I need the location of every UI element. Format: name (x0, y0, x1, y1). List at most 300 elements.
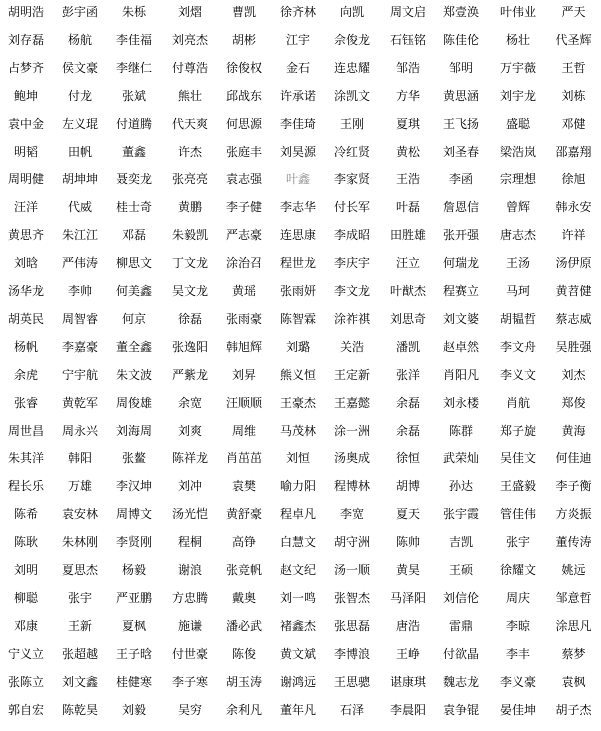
name-cell: 袁中金 (7, 116, 44, 131)
name-cell: 李成昭 (333, 228, 370, 243)
name-cell: 马茂林 (279, 423, 316, 438)
name-cell: 黄昊 (395, 563, 420, 577)
name-cell: 张开强 (442, 228, 479, 243)
name-cell: 张雨豪 (225, 311, 262, 326)
name-cell: 邹浩 (395, 60, 420, 75)
name-cell: 刘冲 (177, 479, 202, 494)
name-cell: 肖茁茁 (225, 451, 262, 466)
name-cell: 陈俊 (231, 646, 256, 661)
name-cell: 江宇 (285, 32, 310, 47)
name-cell: 唐浩 (395, 618, 420, 633)
name-row (0, 27, 601, 53)
name-cell: 袁枫 (561, 674, 586, 689)
name-cell: 方炎振 (555, 507, 592, 522)
name-row (0, 139, 601, 165)
name-cell: 付世豪 (171, 646, 208, 661)
name-cell: 夏枫 (121, 618, 146, 633)
name-cell: 陈耿 (13, 535, 38, 550)
name-cell: 徐恒 (395, 451, 420, 466)
name-cell: 杨毅 (121, 563, 146, 577)
name-cell: 徐旭 (561, 172, 586, 187)
name-cell: 李宽 (339, 507, 364, 522)
name-cell: 张庭丰 (225, 144, 262, 159)
name-cell: 董传涛 (555, 535, 592, 550)
name-cell: 袁安林 (61, 507, 98, 522)
name-cell: 何瑞龙 (442, 256, 479, 271)
name-cell: 向凯 (339, 5, 364, 19)
name-cell: 张洋 (395, 367, 420, 382)
name-cell: 李晨阳 (389, 702, 426, 717)
name-cell: 刘圣春 (442, 144, 479, 159)
name-cell: 刘晗 (13, 256, 38, 271)
name-cell: 吉凯 (448, 535, 473, 550)
name-row (0, 585, 601, 611)
name-cell: 左义琨 (61, 116, 98, 131)
name-cell: 白慧文 (279, 535, 316, 550)
name-cell: 韩永安 (555, 200, 592, 215)
name-cell: 程桐 (177, 535, 202, 550)
name-row (0, 557, 601, 583)
name-cell: 涂凯文 (333, 88, 370, 103)
name-cell: 涂一洲 (333, 423, 370, 438)
name-cell: 黄文斌 (279, 646, 316, 661)
name-cell: 李佳福 (115, 32, 152, 47)
name-cell: 王豪杰 (279, 395, 316, 410)
name-cell: 张雨妍 (279, 284, 316, 298)
name-cell: 付长军 (333, 200, 370, 215)
name-cell: 王子晗 (115, 646, 152, 661)
name-cell: 付尊浩 (171, 60, 208, 75)
name-cell: 黄松 (395, 144, 420, 159)
name-cell: 程博林 (333, 479, 370, 494)
name-cell: 黄舒豪 (225, 507, 262, 522)
name-cell: 朱毅凯 (171, 228, 208, 243)
name-cell: 唐志杰 (499, 228, 536, 243)
name-cell: 柳聪 (13, 590, 38, 605)
name-cell: 周庆 (505, 590, 530, 605)
name-cell: 韩阳 (67, 451, 92, 466)
name-cell: 方忠腾 (171, 590, 208, 605)
name-cell: 宗理想 (499, 172, 536, 187)
name-cell: 刘信伦 (442, 590, 479, 605)
name-cell: 黄鹏 (177, 200, 202, 215)
name-cell: 汤光恺 (171, 507, 208, 522)
name-cell: 田胜雄 (389, 228, 426, 243)
name-cell: 何美鑫 (115, 284, 152, 298)
name-cell: 黄苕健 (555, 284, 592, 298)
name-cell: 李嘉豪 (61, 339, 98, 354)
name-cell: 邓健 (561, 116, 586, 131)
name-cell: 周永兴 (61, 423, 98, 438)
name-cell: 詹恩信 (442, 200, 479, 215)
name-row (0, 306, 601, 332)
name-row (0, 529, 601, 555)
name-cell: 占梦齐 (7, 60, 44, 75)
name-cell: 周智睿 (61, 311, 98, 326)
name-cell: 周博文 (115, 507, 152, 522)
name-cell: 连思康 (279, 228, 316, 243)
name-row (0, 418, 601, 444)
name-cell: 谢鸿远 (279, 674, 316, 689)
name-cell: 李函 (448, 172, 473, 187)
name-cell: 张逸阳 (171, 339, 208, 354)
name-cell: 汤伊原 (555, 256, 592, 271)
name-cell: 方华 (395, 88, 420, 103)
name-cell: 李文舟 (499, 339, 536, 354)
name-cell: 杨帆 (13, 339, 38, 354)
name-cell: 陈希 (13, 507, 38, 522)
name-cell: 程世龙 (279, 256, 316, 271)
name-cell: 胡玉涛 (225, 674, 262, 689)
name-cell: 张睿 (13, 395, 38, 410)
name-cell: 刘文婆 (442, 311, 479, 326)
name-cell: 姚远 (561, 563, 586, 577)
name-cell: 梁浩岚 (499, 144, 536, 159)
name-cell: 付欲晶 (442, 646, 479, 661)
name-cell: 余虎 (13, 367, 38, 382)
name-cell: 严志豪 (225, 228, 262, 243)
name-cell: 严天 (561, 5, 586, 19)
name-cell: 胡彬 (231, 32, 256, 47)
name-cell: 黄瑶 (231, 284, 256, 298)
name-row (0, 55, 601, 81)
name-cell: 叶磊 (395, 200, 420, 215)
name-cell: 刘宇龙 (499, 88, 536, 103)
name-cell: 肖阳凡 (442, 367, 479, 382)
name-cell: 宁义立 (7, 646, 44, 661)
name-row (0, 111, 601, 137)
name-cell: 张宇 (505, 535, 530, 550)
name-cell: 陈佳伦 (442, 32, 479, 47)
name-cell: 张竞帆 (225, 563, 262, 577)
name-cell: 刘栋 (561, 88, 586, 103)
name-cell: 胡明浩 (7, 5, 44, 19)
name-cell: 刘亮杰 (171, 32, 208, 47)
name-cell: 陈智霖 (279, 311, 316, 326)
name-cell: 董全鑫 (115, 339, 152, 354)
name-cell: 彭宇函 (61, 5, 98, 19)
name-cell: 邹意哲 (555, 590, 592, 605)
name-cell: 李继仁 (115, 60, 152, 75)
name-cell: 胡博 (395, 479, 420, 494)
name-cell: 代圣辉 (555, 32, 592, 47)
name-cell: 周维 (231, 423, 256, 438)
name-cell: 余利凡 (225, 702, 262, 717)
name-cell: 代天爽 (171, 116, 208, 131)
name-cell: 王浩 (395, 172, 420, 187)
name-cell: 余磊 (395, 395, 420, 410)
name-cell: 李家贤 (333, 172, 370, 187)
name-cell: 涂治召 (225, 256, 262, 271)
name-cell: 朱江江 (61, 228, 98, 243)
name-cell: 陈群 (448, 423, 473, 438)
name-row (0, 697, 601, 723)
name-cell: 王定新 (333, 367, 370, 382)
name-cell: 张亮亮 (171, 172, 208, 187)
name-cell: 谌康琪 (389, 674, 426, 689)
name-cell: 邹明 (448, 60, 473, 75)
name-cell: 张陈立 (7, 674, 44, 689)
name-cell: 余磊 (395, 423, 420, 438)
name-cell: 胡子杰 (555, 702, 592, 717)
name-cell: 张宇 (67, 590, 92, 605)
name-row (0, 613, 601, 639)
name-cell: 邱战东 (225, 88, 262, 103)
name-cell: 万雄 (67, 479, 92, 494)
name-cell: 褚鑫杰 (279, 618, 316, 633)
name-cell: 叶猷杰 (389, 284, 426, 298)
name-cell: 涂思凡 (555, 618, 592, 633)
name-cell: 管佳伟 (499, 507, 536, 522)
name-cell: 汪立 (395, 256, 420, 271)
name-cell: 涂祚祺 (333, 311, 370, 326)
name-cell: 周文启 (389, 5, 426, 19)
name-cell: 李义豪 (499, 674, 536, 689)
name-cell: 刘思奇 (389, 311, 426, 326)
name-cell: 魏志龙 (442, 674, 479, 689)
name-cell: 夏思杰 (61, 563, 98, 577)
name-cell: 郭自宏 (7, 702, 44, 717)
name-cell: 万宇薇 (499, 60, 536, 75)
name-cell: 王盛毅 (499, 479, 536, 494)
name-cell: 潘凯 (395, 339, 420, 354)
name-cell: 高铮 (231, 535, 256, 550)
name-cell: 郑俊 (561, 395, 586, 410)
name-cell: 张斌 (121, 88, 146, 103)
name-row (0, 83, 601, 109)
name-cell: 谢浪 (177, 563, 202, 577)
name-cell: 李义文 (499, 367, 536, 382)
name-cell: 杨航 (67, 32, 92, 47)
name-cell: 汤华龙 (7, 284, 44, 298)
name-row (0, 473, 601, 499)
name-cell: 徐磊 (177, 311, 202, 326)
name-cell: 王哲 (561, 60, 586, 75)
name-row (0, 501, 601, 527)
name-cell: 马泽阳 (389, 590, 426, 605)
name-cell: 明韬 (13, 144, 38, 159)
name-cell: 王硕 (448, 563, 473, 577)
name-cell: 程卓凡 (279, 507, 316, 522)
name-cell: 刘杰 (561, 367, 586, 382)
name-cell: 刘恒 (285, 451, 310, 466)
name-cell: 严亚鹏 (115, 590, 152, 605)
name-row (0, 390, 601, 416)
name-cell: 李帅 (67, 284, 92, 298)
name-cell: 李佳琦 (279, 116, 316, 131)
name-cell: 蔡志威 (555, 311, 592, 326)
name-cell: 徐齐林 (279, 5, 316, 19)
name-cell: 许祥 (561, 228, 586, 243)
name-cell: 王新 (67, 618, 92, 633)
name-cell: 曹凯 (231, 5, 256, 19)
name-cell: 胡韫哲 (499, 311, 536, 326)
name-cell: 桂健寒 (115, 674, 152, 689)
name-cell: 关浩 (339, 339, 364, 354)
name-cell: 李子健 (225, 200, 262, 215)
name-cell: 李子衡 (555, 479, 592, 494)
name-cell: 郑壹涣 (442, 5, 479, 19)
name-cell: 周明健 (7, 172, 44, 187)
name-row (0, 669, 601, 695)
name-cell: 聂奕龙 (115, 172, 152, 187)
name-cell: 孙达 (448, 479, 473, 494)
name-row (0, 278, 601, 304)
name-cell: 熊义恒 (279, 367, 316, 382)
name-row (0, 0, 601, 25)
name-cell: 金石 (285, 60, 310, 75)
name-cell: 鲍坤 (13, 88, 38, 103)
name-cell: 李庆宇 (333, 256, 370, 271)
name-cell: 侯文豪 (61, 60, 98, 75)
name-cell: 刘熠 (177, 5, 202, 19)
name-cell: 张宇霞 (442, 507, 479, 522)
name-cell: 刘明 (13, 563, 38, 577)
name-cell: 郑子旋 (499, 423, 536, 438)
name-cell: 邵嘉翔 (555, 144, 592, 159)
name-cell: 李贤刚 (115, 535, 152, 550)
name-cell: 张智杰 (333, 590, 370, 605)
name-cell: 朱林刚 (61, 535, 98, 550)
name-cell: 佘俊龙 (333, 32, 370, 47)
name-cell: 李子寒 (171, 674, 208, 689)
name-cell: 韩旭辉 (225, 339, 262, 354)
name-cell: 夏琪 (395, 116, 420, 131)
name-cell: 刘存磊 (7, 32, 44, 47)
name-cell: 何思源 (225, 116, 262, 131)
name-cell: 冷红贤 (333, 144, 370, 159)
name-cell: 石泽 (339, 702, 364, 717)
name-cell: 叶鑫 (285, 172, 310, 187)
name-cell: 王嘉懿 (333, 395, 370, 410)
name-cell: 陈祥龙 (171, 451, 208, 466)
name-cell: 连忠耀 (333, 60, 370, 75)
name-cell: 陈帅 (395, 535, 420, 550)
name-cell: 王刚 (339, 116, 364, 131)
name-cell: 田帆 (67, 144, 92, 159)
name-cell: 叶伟业 (499, 5, 536, 19)
name-cell: 余宽 (177, 395, 202, 410)
name-cell: 李晾 (505, 618, 530, 633)
name-cell: 胡坤坤 (61, 172, 98, 187)
name-row (0, 166, 601, 192)
name-cell: 刘永楼 (442, 395, 479, 410)
name-cell: 朱文波 (115, 367, 152, 382)
name-row (0, 250, 601, 276)
name-cell: 周世昌 (7, 423, 44, 438)
name-cell: 吴佳文 (499, 451, 536, 466)
name-cell: 李丰 (505, 646, 530, 661)
name-row (0, 334, 601, 360)
name-cell: 王飞扬 (442, 116, 479, 131)
name-cell: 晏佳坤 (499, 702, 536, 717)
name-cell: 刘海周 (115, 423, 152, 438)
name-cell: 汪洋 (13, 200, 38, 215)
name-cell: 程长乐 (7, 479, 44, 494)
name-cell: 董鑫 (121, 144, 146, 159)
name-cell: 桂士奇 (115, 200, 152, 215)
name-row (0, 445, 601, 471)
name-cell: 严紫龙 (171, 367, 208, 382)
name-cell: 雷鼎 (448, 618, 473, 633)
name-cell: 张超越 (61, 646, 98, 661)
name-cell: 王思骢 (333, 674, 370, 689)
name-cell: 潘必武 (225, 618, 262, 633)
name-cell: 胡守洲 (333, 535, 370, 550)
name-cell: 汤奥成 (333, 451, 370, 466)
name-cell: 张鳌 (121, 451, 146, 466)
name-cell: 盛聪 (505, 116, 530, 131)
name-cell: 丁文龙 (171, 256, 208, 271)
name-cell: 朱栎 (121, 5, 146, 19)
name-cell: 刘毅 (121, 702, 146, 717)
name-cell: 袁争锟 (442, 702, 479, 717)
name-cell: 王峥 (395, 646, 420, 661)
name-cell: 徐俊权 (225, 60, 262, 75)
name-cell: 李文龙 (333, 284, 370, 298)
name-cell: 刘爽 (177, 423, 202, 438)
name-cell: 何京 (121, 311, 146, 326)
name-cell: 曾辉 (505, 200, 530, 215)
name-row (0, 362, 601, 388)
name-row (0, 641, 601, 667)
name-cell: 肖航 (505, 395, 530, 410)
name-cell: 刘文鑫 (61, 674, 98, 689)
name-cell: 邓康 (13, 618, 38, 633)
name-cell: 赵卓然 (442, 339, 479, 354)
name-cell: 代威 (67, 200, 92, 215)
name-cell: 许承诺 (279, 88, 316, 103)
name-cell: 汪顺顺 (225, 395, 262, 410)
name-cell: 喻力阳 (279, 479, 316, 494)
name-cell: 刘昇 (231, 367, 256, 382)
name-cell: 戴奥 (231, 590, 256, 605)
name-cell: 武荣灿 (442, 451, 479, 466)
name-cell: 黄思齐 (7, 228, 44, 243)
name-cell: 袁志强 (225, 172, 262, 187)
name-row (0, 222, 601, 248)
name-cell: 付道腾 (115, 116, 152, 131)
name-cell: 宁宇航 (61, 367, 98, 382)
name-cell: 李汉坤 (115, 479, 152, 494)
name-cell: 黄海 (561, 423, 586, 438)
name-cell: 袁樊 (231, 479, 256, 494)
name-cell: 董年凡 (279, 702, 316, 717)
name-cell: 张思磊 (333, 618, 370, 633)
name-cell: 刘昊源 (279, 144, 316, 159)
name-cell: 黄思涵 (442, 88, 479, 103)
name-cell: 付龙 (67, 88, 92, 103)
name-cell: 夏天 (395, 507, 420, 522)
name-cell: 杨壮 (505, 32, 530, 47)
name-cell: 周俊雄 (115, 395, 152, 410)
name-cell: 许杰 (177, 144, 202, 159)
name-cell: 胡英民 (7, 311, 44, 326)
name-cell: 严伟涛 (61, 256, 98, 271)
name-cell: 程赛立 (442, 284, 479, 298)
name-cell: 李志华 (279, 200, 316, 215)
name-cell: 吴文龙 (171, 284, 208, 298)
name-cell: 李博浪 (333, 646, 370, 661)
name-cell: 赵文纪 (279, 563, 316, 577)
name-cell: 蔡梦 (561, 646, 586, 661)
name-cell: 王汤 (505, 256, 530, 271)
name-cell: 汤一顺 (333, 563, 370, 577)
name-cell: 刘璐 (285, 339, 310, 354)
name-cell: 何佳迪 (555, 451, 592, 466)
name-cell: 刘一鸣 (279, 590, 316, 605)
name-cell: 马珂 (505, 284, 530, 298)
